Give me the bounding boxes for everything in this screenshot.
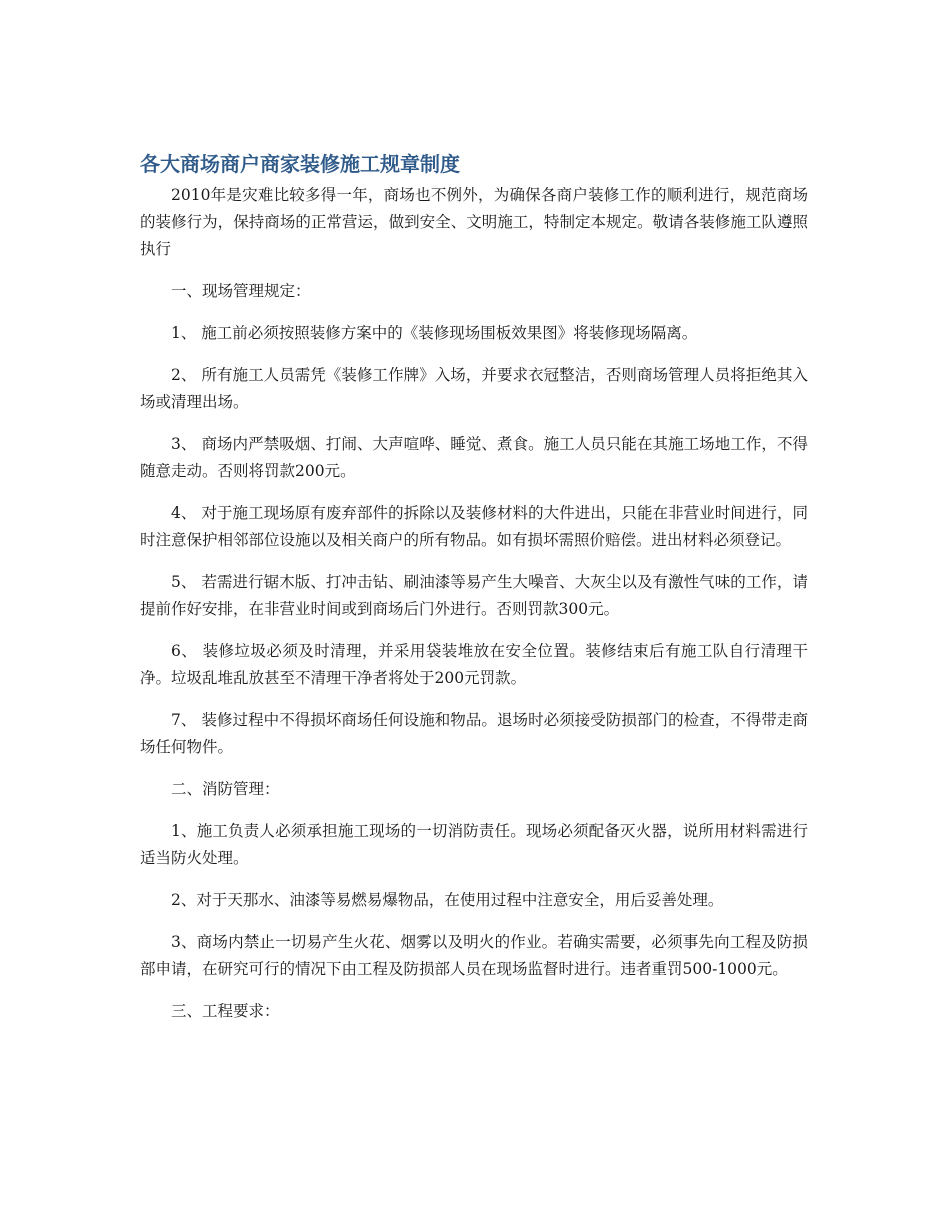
intro-paragraph: 2010年是灾难比较多得一年，商场也不例外，为确保各商户装修工作的顺利进行，规范商场的装修行为，保持商场的正常营运，做到安全、文明施工，特制定本规定。敬请各装修施工队遵照执行 (140, 186, 808, 258)
document-page (140, 148, 808, 1040)
site-rule-5: 5、 若需进行锯木版、打冲击钻、刷油漆等易产生大噪音、大灰尘以及有激性气味的工作，请提前作好安排，在非营业时间或到商场后门外进行。否则罚款300元。 (140, 573, 808, 618)
section-heading-engineering: 三、工程要求： (171, 1002, 280, 1020)
fire-rule-3: 3、商场内禁止一切易产生火花、烟雾以及明火的作业。若确实需要，必须事先向工程及防损部申请，在研究可行的情况下由工程及防损部人员在现场监督时进行。违者重罚500-1000元。 (140, 933, 808, 978)
section-heading-fire-management: 二、消防管理： (171, 780, 280, 798)
site-rule-6: 6、 装修垃圾必须及时清理，并采用袋装堆放在安全位置。装修结束后有施工队自行清理干净。垃圾乱堆乱放甚至不清理干净者将处于200元罚款。 (140, 642, 808, 687)
section-heading-site-management: 一、现场管理规定： (171, 282, 311, 300)
document-title: 各大商场商户商家装修施工规章制度 (140, 152, 460, 176)
site-rule-7: 7、 装修过程中不得损坏商场任何设施和物品。退场时必须接受防损部门的检查，不得带走商场任何物件。 (140, 711, 808, 756)
fire-rule-2: 2、对于天那水、油漆等易燃易爆物品，在使用过程中注意安全，用后妥善处理。 (171, 891, 724, 909)
site-rule-3: 3、 商场内严禁吸烟、打闹、大声喧哗、睡觉、煮食。施工人员只能在其施工场地工作，不得随意走动。否则将罚款200元。 (140, 435, 808, 480)
site-rule-4: 4、 对于施工现场原有废弃部件的拆除以及装修材料的大件进出，只能在非营业时间进行，同时注意保护相邻部位设施以及相关商户的所有物品。如有损坏需照价赔偿。进出材料必须登记。 (140, 504, 808, 549)
site-rule-1: 1、 施工前必须按照装修方案中的《装修现场围板效果图》将装修现场隔离。 (171, 324, 698, 342)
fire-rule-1: 1、施工负责人必须承担施工现场的一切消防责任。现场必须配备灭火器，说所用材料需进行适当防火处理。 (140, 822, 808, 867)
site-rule-2: 2、 所有施工人员需凭《装修工作牌》入场，并要求衣冠整洁，否则商场管理人员将拒绝其入场或清理出场。 (140, 366, 808, 411)
